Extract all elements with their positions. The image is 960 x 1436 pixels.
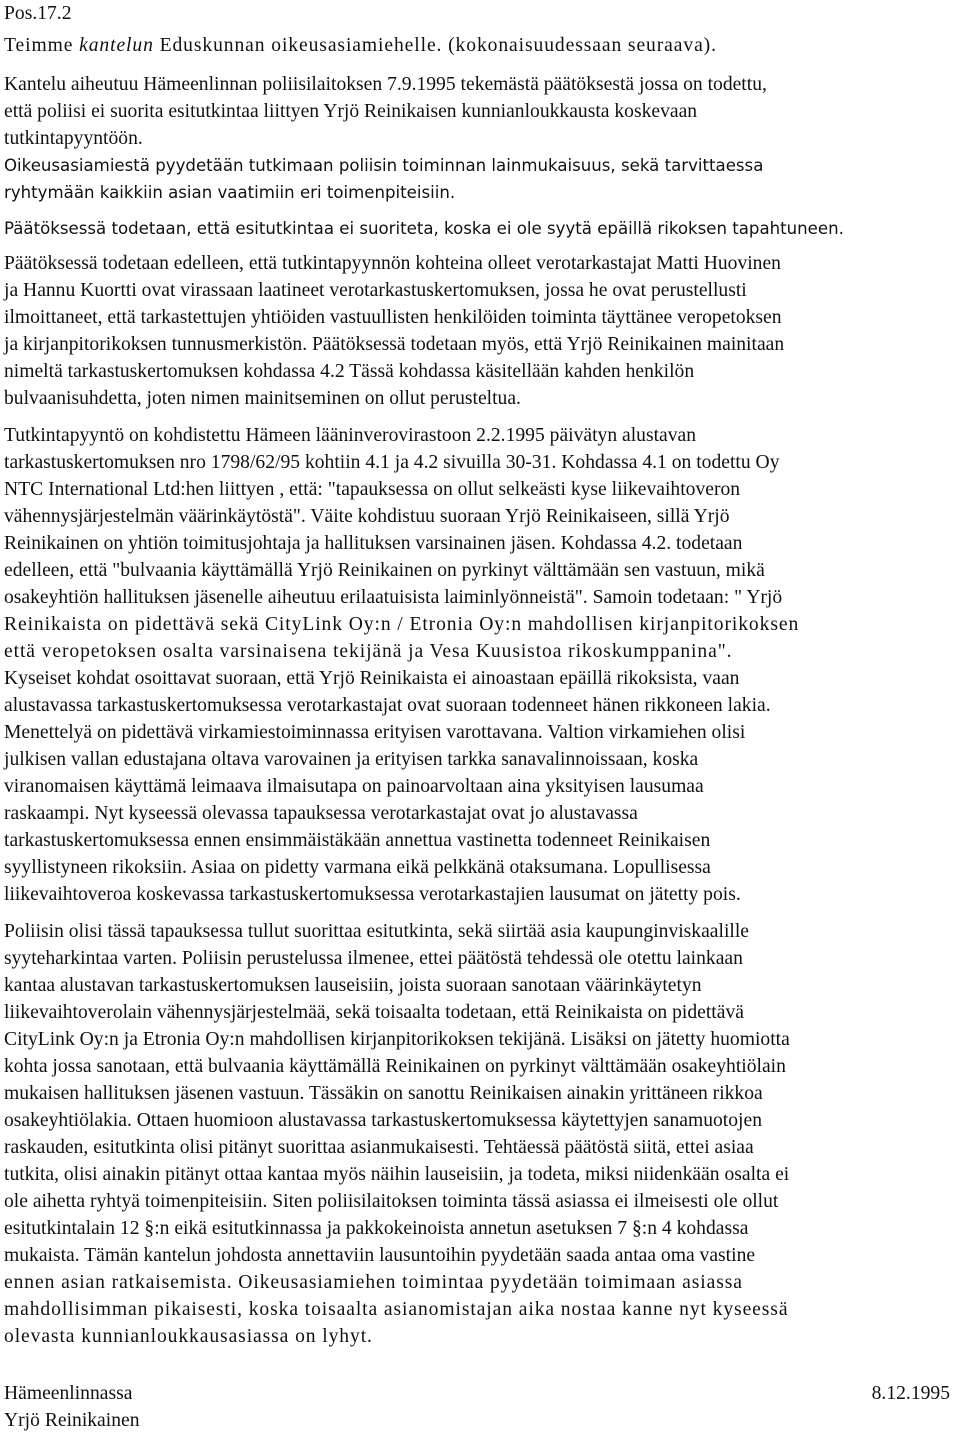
text-line: osakeyhtiölakia. Ottaen huomioon alustavassa tarkastuskertomuksessa käytettyjen sanamuotojen xyxy=(4,1110,762,1131)
text-line: ole aihetta ryhtyä toimenpiteisiin. Siten poliisilaitoksen toiminta tässä asiassa ei ilmeisesti ole ollut xyxy=(4,1191,779,1212)
text-line: bulvaanisuhdetta, joten nimen mainitseminen on ollut perusteltua. xyxy=(4,388,521,409)
text-line: esitutkintalain 12 §:n eikä esitutkinnassa ja pakkokeinoista annetun asetuksen 7 §:n 4 kohdassa xyxy=(4,1218,749,1239)
text-line: ilmoittaneet, että tarkastettujen yhtiöiden vastuullisten henkilöiden toiminta täyttänee veropetoksen xyxy=(4,307,782,328)
text-line: että poliisi ei suorita esitutkintaa liittyen Yrjö Reinikaisen kunnianloukkausta koskevaan xyxy=(4,101,698,122)
text-line: kantaa alustavan tarkastuskertomuksen lauseisiin, joista suoraan sanotaan väärinkäytetyn xyxy=(4,975,702,996)
signer: Yrjö Reinikainen xyxy=(4,1410,140,1431)
text-line: Pos.17.2 xyxy=(4,3,72,24)
text-line: tarkastuskertomuksessa ennen ensimmäistäkään annettua vastinetta todenneet Reinikaisen xyxy=(4,830,711,851)
text-line: mahdollisimman pikaisesti, koska toisaalta asianomistajan aika nostaa kanne nyt kyseessä xyxy=(4,1299,789,1320)
text-line: raskauden, esitutkinta olisi pitänyt suorittaa asianmukaisesti. Tehtäessä päätöstä siitä, ettei asiaa xyxy=(4,1137,754,1158)
text-line: kohta jossa sanotaan, että bulvaania käyttämällä Reinikainen on pyrkinyt välttämään osakeyhtiölain xyxy=(4,1056,786,1077)
text-line: mukaisen hallituksen jäsenen vastuun. Tässäkin on sanottu Reinikaisen ainakin yrittäneen rikkoa xyxy=(4,1083,763,1104)
text-line: NTC International Ltd:hen liittyen , että: "tapauksessa on ollut selkeästi kyse liikevaihtoveron xyxy=(4,479,741,500)
text-line: että veropetoksen osalta varsinaisena tekijänä ja Vesa Kuusistoa rikoskumppanina". xyxy=(4,641,733,662)
text-line: Oikeusasiamiestä pyydetään tutkimaan poliisin toiminnan lainmukaisuus, sekä tarvittaessa xyxy=(4,156,764,175)
text-line: tarkastuskertomuksen nro 1798/62/95 kohtiin 4.1 ja 4.2 sivuilla 30-31. Kohdassa 4.1 on todettu Oy xyxy=(4,452,780,473)
text-line: julkisen vallan edustajana oltava varovainen ja erityisen tarkka sanavalinnoissaan, koska xyxy=(4,749,699,770)
text-line: Päätöksessä todetaan edelleen, että tutkintapyynnön kohteina olleet verotarkastajat Matti Huovinen xyxy=(4,253,781,274)
date: 8.12.1995 xyxy=(871,1383,950,1404)
text-line: viranomaisen käyttämä leimaava ilmaisutapa on painoarvoltaan aina yksityisen lausumaa xyxy=(4,776,704,797)
text-line: syyllistyneen rikoksiin. Asiaa on pidetty varmana eikä pelkkänä otaksumana. Lopullisessa xyxy=(4,857,711,878)
text-line: ennen asian ratkaisemista. Oikeusasiamiehen toimintaa pyydetään toimimaan asiassa xyxy=(4,1272,743,1293)
text-line: Teimme kantelun Eduskunnan oikeusasiamiehelle. (kokonaisuudessaan seuraava). xyxy=(4,35,717,56)
text-line: edelleen, että "bulvaania käyttämällä Yrjö Reinikainen on pyrkinyt välttämään sen vastuun, mikä xyxy=(4,560,765,581)
text-line: CityLink Oy:n ja Etronia Oy:n mahdollisen kirjanpitorikoksen tekijänä. Lisäksi on jätetty huomiotta xyxy=(4,1029,790,1050)
text-line: nimeltä tarkastuskertomuksen kohdassa 4.2 Tässä kohdassa käsitellään kahden henkilön xyxy=(4,361,695,382)
text-line: vähennysjärjestelmän väärinkäytöstä". Väite kohdistuu suoraan Yrjö Reinikaiseen, sillä Yrjö xyxy=(4,506,730,527)
text-line: tutkintapyyntöön. xyxy=(4,128,143,149)
text-line: Tutkintapyyntö on kohdistettu Hämeen lääninverovirastoon 2.2.1995 päivätyn alustavan xyxy=(4,425,697,446)
text-line: Reinikainen on yhtiön toimitusjohtaja ja hallituksen varsinainen jäsen. Kohdassa 4.2. todetaan xyxy=(4,533,743,554)
text-line: raskaampi. Nyt kyseessä olevassa tapauksessa verotarkastajat ovat jo alustavassa xyxy=(4,803,638,824)
place: Hämeenlinnassa xyxy=(4,1383,133,1404)
text-line: olevasta kunnianloukkausasiassa on lyhyt. xyxy=(4,1326,373,1347)
text-line: syyteharkintaa varten. Poliisin perustelussa ilmenee, ettei päätöstä tehdessä ole otettu lainkaan xyxy=(4,948,743,969)
text-line: Kyseiset kohdat osoittavat suoraan, että Yrjö Reinikaista ei ainoastaan epäillä rikoksista, vaan xyxy=(4,668,740,689)
footer-place-date xyxy=(4,1380,956,1407)
text-line: Päätöksessä todetaan, että esitutkintaa ei suoriteta, koska ei ole syytä epäillä rikoksen tapahtuneen. xyxy=(4,219,844,238)
text-line: liikevaihtoverolain vähennysjärjestelmää, sekä toisaalta todetaan, että Reinikaista on pidettävä xyxy=(4,1002,744,1023)
text-line: osakeyhtiön hallituksen jäsenelle aiheutuu erilaatuisista laiminlyönneistä". Samoin todetaan: " Yrjö xyxy=(4,587,783,608)
text-line: Kantelu aiheutuu Hämeenlinnan poliisilaitoksen 7.9.1995 tekemästä päätöksestä jossa on todettu, xyxy=(4,74,767,95)
text-line: ja kirjanpitorikoksen tunnusmerkistön. Päätöksessä todetaan myös, että Yrjö Reinikainen mainitaan xyxy=(4,334,785,355)
text-line: alustavassa tarkastuskertomuksessa verotarkastajat ovat suoraan todenneet hänen rikkoneen lakia. xyxy=(4,695,771,716)
text-line: mukaista. Tämän kantelun johdosta annettaviin lausuntoihin pyydetään saada antaa oma vastine xyxy=(4,1245,756,1266)
text-line: Menettelyä on pidettävä virkamiestoiminnassa erityisen varottavana. Valtion virkamiehen olisi xyxy=(4,722,746,743)
text-line: Reinikaista on pidettävä sekä CityLink Oy:n / Etronia Oy:n mahdollisen kirjanpitorikoksen xyxy=(4,614,800,635)
text-line: tutkita, olisi ainakin pitänyt ottaa kantaa myös näihin lauseisiin, ja todeta, miksi niidenkään osalta ei xyxy=(4,1164,790,1185)
text-line: ja Hannu Kuortti ovat virassaan laatineet verotarkastuskertomuksen, jossa he ovat perustellusti xyxy=(4,280,747,301)
text-line: Poliisin olisi tässä tapauksessa tullut suorittaa esitutkinta, sekä siirtää asia kaupunginviskaalille xyxy=(4,921,749,942)
text-line: liikevaihtoveroa koskevassa tarkastuskertomuksessa verotarkastajien lausumat on jätetty pois. xyxy=(4,884,741,905)
text-line: ryhtymään kaikkiin asian vaatimiin eri toimenpiteisiin. xyxy=(4,183,456,202)
